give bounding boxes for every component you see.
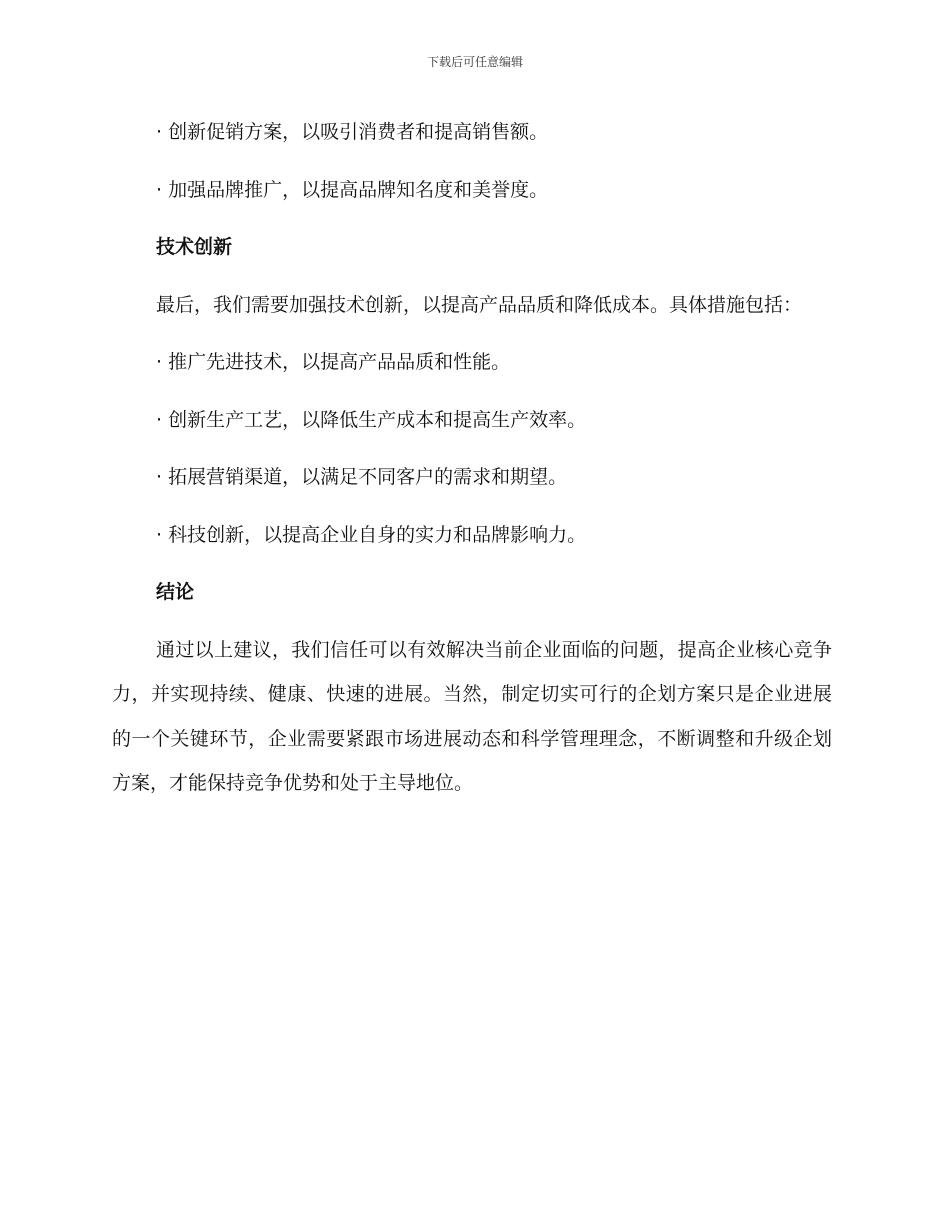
page-header: 下载后可任意编辑 — [426, 55, 523, 69]
bullet-item: · 拓展营销渠道，以满足不同客户的需求和期望。 — [156, 466, 568, 488]
bullet-item: · 创新促销方案，以吸引消费者和提高销售额。 — [156, 121, 549, 143]
paragraph-conclusion: 通过以上建议，我们信任可以有效解决当前企业面临的问题，提高企业核心竞争力，并实现持续、健康、快速的进展。当然，制定切实可行的企划方案只是企业进展的一个关键环节，企业需要紧跟市场进展动态和科学管理理念，不断调整和升级企划方案，才能保持竞争优势和处于主导地位。 — [112, 638, 832, 794]
paragraph-tech-intro: 最后，我们需要加强技术创新，以提高产品品质和降低成本。具体措施包括： — [156, 293, 803, 316]
bullet-item: · 科技创新，以提高企业自身的实力和品牌影响力。 — [156, 523, 587, 546]
bullet-item: · 创新生产工艺，以降低生产成本和提高生产效率。 — [156, 408, 587, 431]
bullet-item: · 推广先进技术，以提高产品品质和性能。 — [156, 351, 511, 373]
bullet-item: · 加强品牌推广，以提高品牌知名度和美誉度。 — [156, 178, 549, 201]
section-heading-conclusion: 结论 — [156, 581, 195, 603]
document-body — [112, 110, 832, 806]
section-heading-tech: 技术创新 — [156, 236, 233, 258]
